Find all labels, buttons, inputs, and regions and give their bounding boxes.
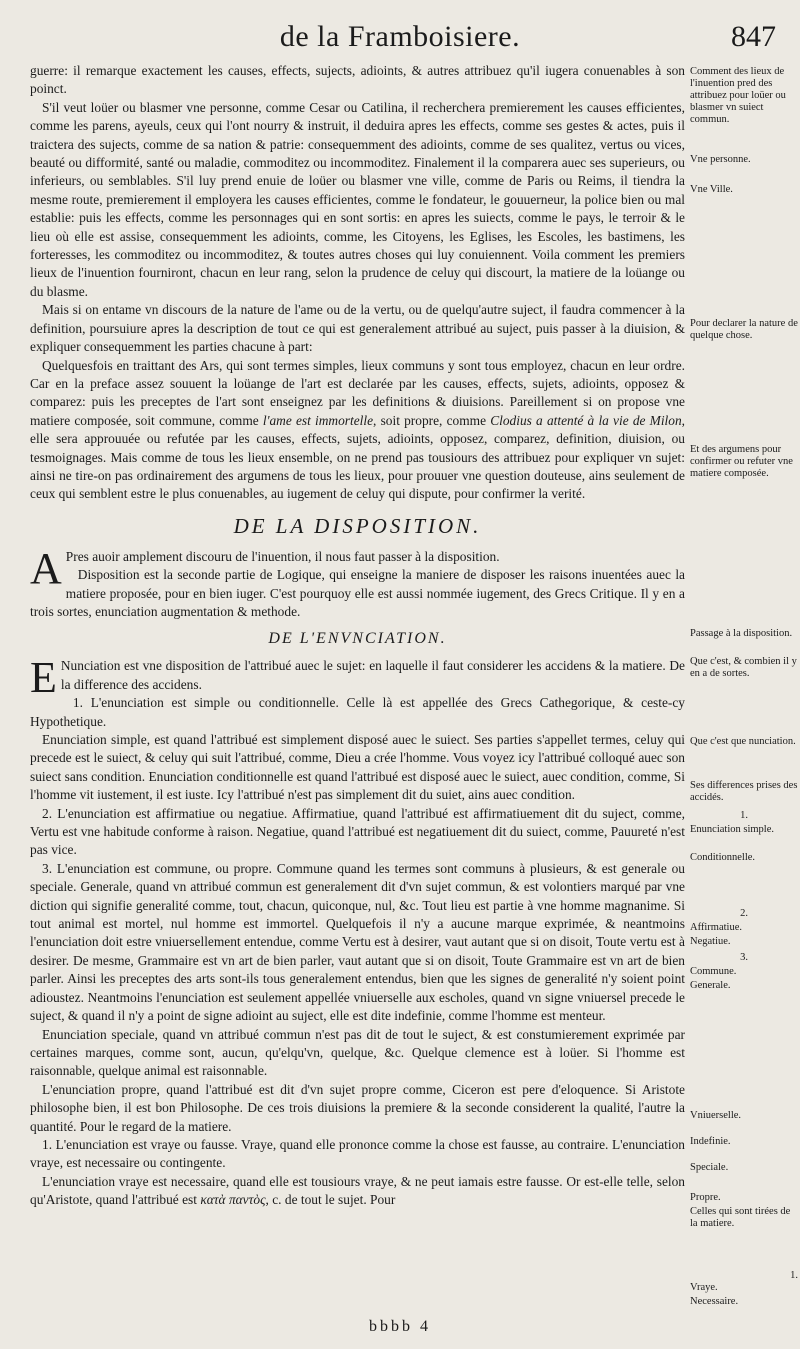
paragraph: 1. L'enunciation est vraye ou fausse. Vraye, quand elle prononce comme la chose est fausse, au contraire. L'enunciation vraye, est necessaire ou contingente. [30, 1136, 685, 1171]
paragraph: 3. L'enunciation est commune, ou propre. Commune quand les termes sont communs à plusieurs, & est generale ou speciale. Generale, quand vn attribué commun est generalement dit d'vn sujet commun, & est volontiers marqué par vne diction qui signifie generalité comme, tout, chacun, quiconque, nul, &c. Tout lieu est partie à vne homme magnanime. Si tout animal est mortel, nul homme est immortel. Quelquefois il n'y a aucune marque exprimée, & neantmoins l'enunciation doit estre vniuersellement entendue, comme Vertu est à desirer, vaut autant que si on disoit, Toute vertu est à desirer. De mesme, Grammaire est vn art de bien parler, vaut autant que si on disoit, Toute Grammaire est vn art de bien parler. Ainsi les preceptes des arts sont-ils tous generalement entendus, bien que les signes de generalité n'y soient point adioustez. Neantmoins l'enunciation est seulement appellée vniuerselle aux escholes, quand vn signe vniuersel precede le suject, & quand il n'y a point de signe adioint au suject, elle est dite indefinie, comme l'homme est menteur. [30, 860, 685, 1024]
page-number: 847 [731, 20, 776, 53]
text-run: Pres auoir amplement discouru de l'inuention, il nous faut passer à la disposition. [65, 548, 500, 564]
paragraph [30, 653, 685, 703]
running-title: de la Framboisiere. [279, 20, 521, 53]
margin-note: Affirmatiue. [690, 922, 742, 933]
margin-note: Indefinie. [690, 1136, 731, 1147]
margin-note: Et des argumens pour confirmer ou refuter vne matiere composée. [690, 444, 793, 479]
text-run: , c. de tout le sujet. Pour [265, 1192, 396, 1208]
margin-note: Vne personne. [690, 154, 751, 165]
margin-note: Passage à la disposition. [690, 628, 793, 639]
margin-note: Enunciation simple. [690, 824, 774, 835]
paragraph: 2. L'enunciation est affirmatiue ou negatiue. Affirmatiue, quand l'attribué est affirmatiuement dit du suject, comme, Vertu est vne habitude conforme à raison. Negatiue, quand l'attribué est negatiuement dit du suiect, comme, Pauureté n'est pas vice. [30, 805, 685, 858]
greek-phrase: κατὰ παντὸς [200, 1192, 266, 1208]
text-run: Quelquesfois en traittant des Ars, qui sont termes simples, lieux communs y sont tous employez, chacun en leur ordre. Car en la preface assez souuent la loüange de l'art est declarée par les causes, effects, sujets, adioints, opposez & comparez: puis les preceptes de l'art sont enseignez par les definitions & diuisions. Pareillement si on propose vne matiere composée, soit commune, comme [30, 357, 685, 428]
margin-note: 3. [740, 952, 748, 963]
paragraph: 1. L'enunciation est simple ou conditionnelle. Celle là est appellée des Grecs Cathegorique, & ceste-cy Hypothetique. [30, 695, 685, 729]
signature-mark: bbbb 4 [369, 1318, 431, 1335]
paragraph [30, 1173, 685, 1210]
margin-note: Commune. [690, 966, 737, 977]
text-run: , soit propre, comme [373, 412, 491, 428]
margin-note: Que c'est, & combien il y en a de sortes. [690, 656, 797, 679]
paragraph: L'enunciation propre, quand l'attribué est dit d'vn sujet propre comme, Ciceron est pere d'eloquence. Si Aristote philosophe bien, il est bon Philosophe. De ces trois diuisions la premiere & la seconde considerent la qualité, l'autre la quantité. Pour le regard de la matiere. [30, 1081, 685, 1134]
margin-note: 1. [790, 1270, 798, 1281]
drop-cap: E [30, 653, 57, 703]
margin-note: Ses differences prises des accidés. [690, 780, 798, 803]
margin-note: Generale. [690, 980, 731, 991]
margin-note: Pour declarer la nature de quelque chose. [690, 318, 798, 341]
margin-note: Vne Ville. [690, 184, 733, 195]
paragraph: guerre: il remarque exactement les causes, effects, sujects, adioints, & autres attribuez qu'il iugera conuenables à son poinct. [30, 63, 685, 97]
margin-note: 1. [740, 810, 748, 821]
margin-note: 2. [740, 908, 748, 919]
paragraph: Enunciation speciale, quand vn attribué commun n'est pas dit de tout le suject, & est constumierement exprimée par certaines marques, comme sont, aucun, qu'elqu'vn, quelque, &c. Quelque clemence est à loüer. Si l'homme est raisonnable, quelque animal est raisonnable. [30, 1026, 685, 1079]
margin-note: Celles qui sont tirées de la matiere. [690, 1206, 791, 1229]
drop-cap: A [30, 543, 62, 593]
page-header [0, 18, 800, 58]
section-heading-enunciation: DE L'ENVNCIATION. [268, 630, 447, 648]
italic-example: Clodius a attenté à la vie de Milon [490, 412, 682, 428]
main-text [30, 62, 685, 1317]
paragraph: S'il veut loüer ou blasmer vne personne, comme Cesar ou Catilina, il recherchera premierement les causes efficientes, comme les parens, ayeuls, ceux qui l'ont nourry & instruit, il deduira apres les effects, comme ses gestes & actes, puis il traictera des sujects, comme de sa nation & patrie: consequemment des adioints, comme de ses qualitez, vertus ou vices, beauté ou difformité, santé ou maladie, commoditez ou incommoditez. Finalement il la comparera auec ses superieurs, ou inferieurs, ou semblables. S'il luy prend enuie de loüer ou blasmer vne ville, comme de Paris ou Reims, il tiendra la mesme route, premierement il employera les causes efficientes, comme le fondateur, le gouuerneur, la police bien ou mal establie: puis les effects, comme les personnages qui en sont sortis: en apres les suiects, comme le pays, le terroir & le lieu où elle est assise, consequemment les adioints, comme, les Citoyens, les Eglises, les Escoles, les bastimens, les forteresses, les commoditez ou incommoditez, & toutes autres choses qui luy conuiennent. Voila comment les premiers lieux de l'inuention fourniront, chacun en leur rang, selon la prudence de celuy qui discourt, la matiere de la loüange ou du blasme. [30, 99, 685, 299]
margin-note: Que c'est que nunciation. [690, 736, 796, 747]
paragraph [30, 357, 685, 504]
margin-note: Propre. [690, 1192, 721, 1203]
section-heading-disposition: DE LA DISPOSITION. [233, 513, 482, 538]
text-run: , elle sera approuuée ou refutée par les causes, effects, sujets, adioints, opposez, comparez, definition, diuision, ou tesmoignages. Mais comme de tous les lieux ensemble, on ne prend pas tousiours des attribuez pour expliquer vn sujet: ainsi ne tire-on pas ordinairement des argumens de tous les lieux, pour prouuer vne question douteuse, ains seulement de ceux qui semblent estre le plus conuenables, au iugement de celuy qui dispute, pour confirmer la verité. [30, 412, 685, 502]
paragraph: Mais si on entame vn discours de la nature de l'ame ou de la vertu, ou de quelqu'autre suject, il faudra commencer à la definition, poursuiure apres la description de tout ce qui est generalement attribué au suject, puis passer à la diuision, & expliquer consequemment les parties chacune à part: [30, 302, 685, 355]
margin-note: Comment des lieux de l'inuention pred des attribuez pour loüer ou blasmer vn suiect commun. [690, 66, 786, 125]
italic-example: l'ame est immortelle [262, 412, 374, 428]
paragraph: Enunciation simple, est quand l'attribué est simplement disposé auec le suiect. Ses parties s'appellet termes, celuy qui precede est le suiect, & celuy qui suit l'attribué, comme, Dieu a crée l'homme. Vous voyez icy l'attribué colloqué auec son suiect sans condition. Enunciation conditionnelle est quand l'attribué est disposé auec le suiect, auec condition, comme, Si l'homme vit iustement, il est iuste. Icy l'attribué n'est pas simplement dit du suiet, ains auec condition. [30, 732, 685, 803]
marginal-notes [690, 62, 798, 1322]
margin-note: Negatiue. [690, 936, 731, 947]
margin-note: Conditionnelle. [690, 852, 756, 863]
text-run: L'enunciation vraye est necessaire, quand elle est tousiours vraye, & ne peut iamais estre fausse. Or est-elle telle, selon qu'Aristote, quand l'attribué est [30, 1173, 685, 1208]
text-run: Nunciation est vne disposition de l'attribué auec le sujet: en laquelle il faut considerer les accidens & la matiere. De la difference des accidens. [60, 658, 685, 692]
margin-note: Necessaire. [690, 1296, 739, 1307]
margin-note: Vraye. [690, 1282, 718, 1293]
margin-note: Vniuerselle. [690, 1110, 742, 1121]
paragraph: Disposition est la seconde partie de Logique, qui enseigne la maniere de disposer les raisons inuentées auec la matiere proposée, pour en bien iuger. C'est pourquoy elle est aussi nommée iugement, des Grecs Critique. Il y en a trois sortes, enunciation augmentation & methode. [30, 567, 685, 619]
margin-note: Speciale. [690, 1162, 729, 1173]
